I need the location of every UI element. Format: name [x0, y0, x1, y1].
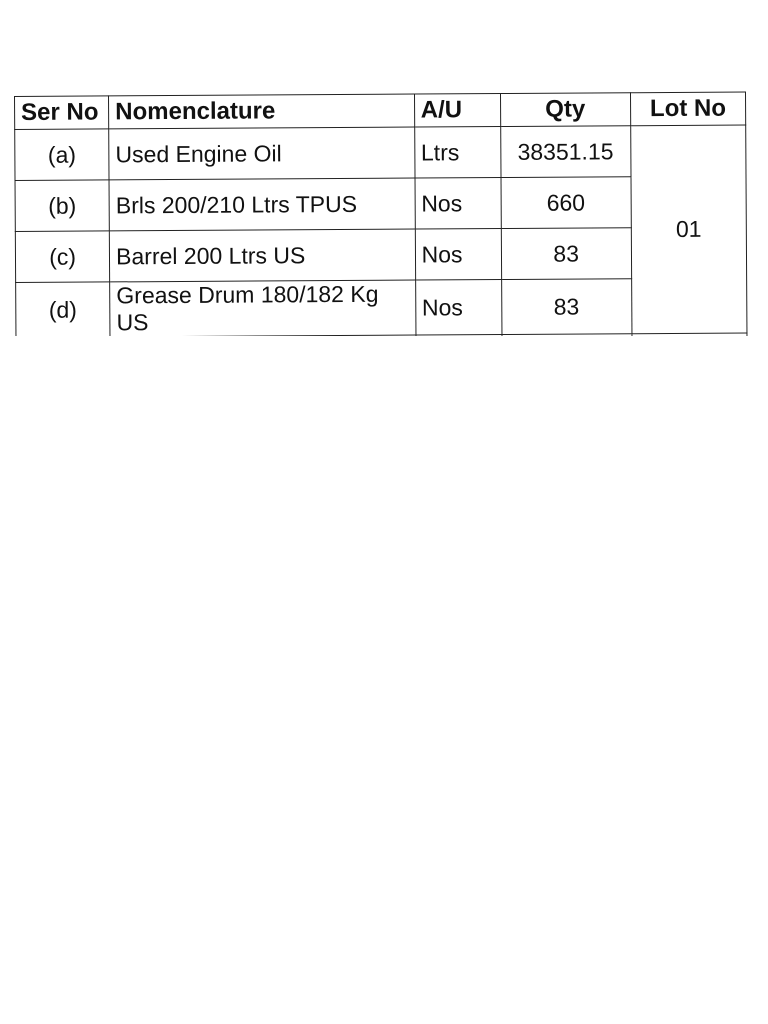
cell-ser-no: (c)	[15, 231, 109, 283]
cell-au: Nos	[415, 280, 501, 336]
table-row	[15, 125, 746, 180]
blank-page-area	[0, 336, 768, 1024]
cell-nomenclature: Brls 200/210 Ltrs TPUS	[109, 178, 415, 231]
cell-au: Nos	[415, 229, 501, 281]
header-lot-no: Lot No	[630, 92, 745, 126]
cell-nomenclature: Barrel 200 Ltrs US	[109, 229, 415, 282]
cell-nomenclature: Grease Drum 180/182 Kg US	[110, 280, 416, 337]
items-table	[14, 92, 748, 348]
header-au: A/U	[414, 94, 500, 128]
header-qty: Qty	[500, 93, 630, 127]
cell-lot-no: 01	[630, 125, 746, 334]
table-header-row	[15, 92, 746, 129]
cell-qty: 38351.15	[500, 126, 631, 178]
cell-qty: 83	[501, 228, 632, 280]
cell-ser-no: (b)	[15, 180, 109, 232]
cell-ser-no: (a)	[15, 129, 109, 181]
cell-au: Nos	[415, 178, 501, 230]
cell-nomenclature: Used Engine Oil	[109, 127, 415, 180]
header-nomenclature: Nomenclature	[109, 94, 415, 129]
cell-ser-no: (d)	[16, 282, 110, 338]
header-ser-no: Ser No	[15, 96, 109, 130]
cell-qty: 660	[501, 177, 632, 229]
cell-au: Ltrs	[414, 127, 500, 179]
cell-qty: 83	[501, 279, 632, 335]
